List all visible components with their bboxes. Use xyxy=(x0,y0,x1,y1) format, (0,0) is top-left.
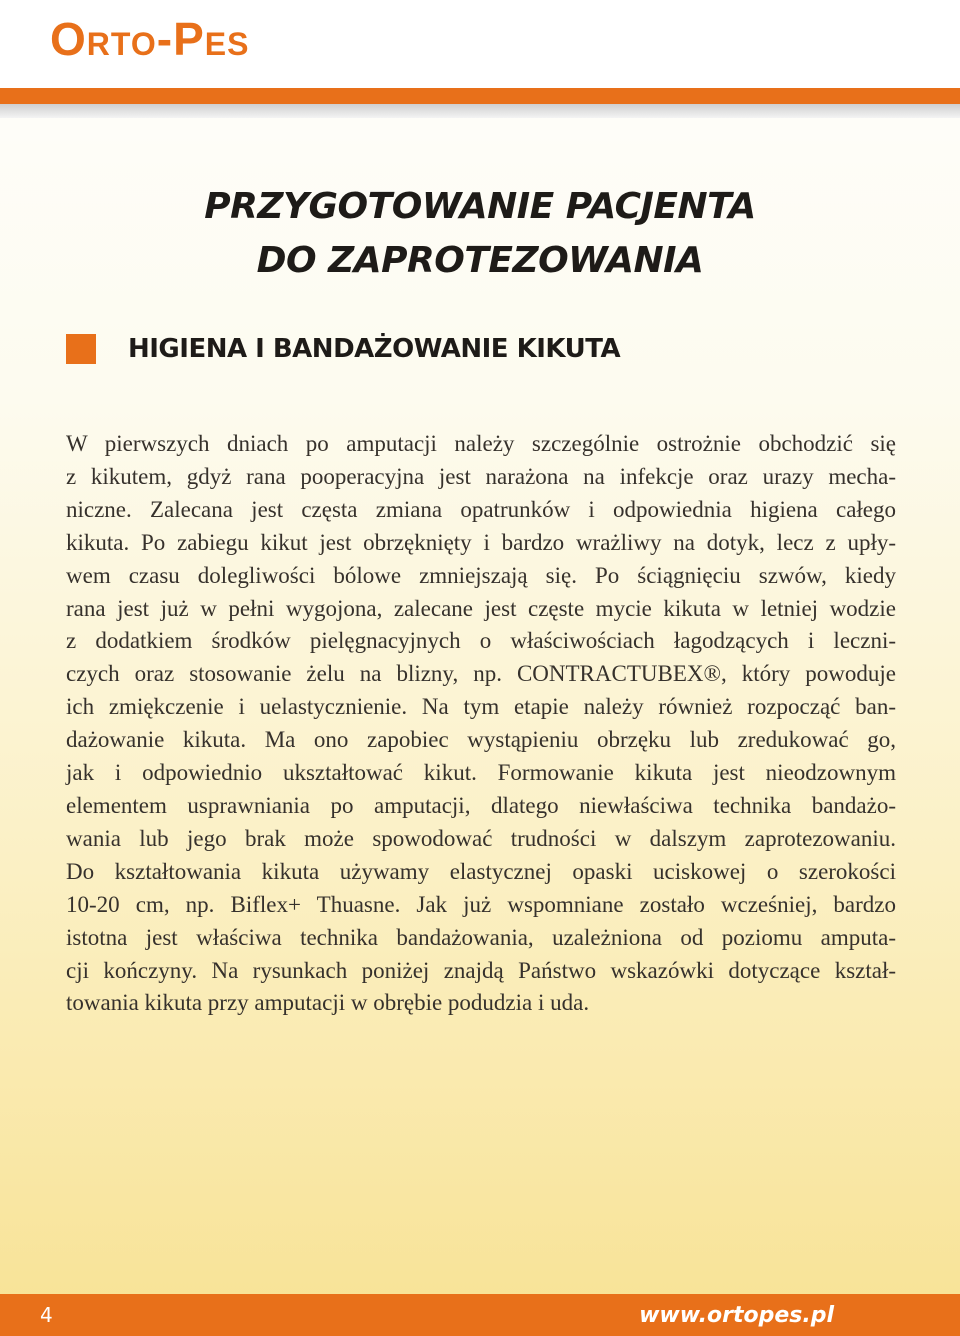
body-line: czych oraz stosowanie żelu na blizny, np. CONTRACTUBEX®, który powoduje xyxy=(66,661,896,687)
body-line: istotna jest właściwa technika bandażowania, uzależniona od poziomu amputa- xyxy=(66,924,896,950)
section-bullet-square xyxy=(66,334,96,364)
body-line: jak i odpowiednio ukształtować kikut. Formowanie kikuta jest nieodzownym xyxy=(66,760,896,786)
body-line: rana jest już w pełni wygojona, zalecane jest częste mycie kikuta w letniej wodzie xyxy=(66,595,896,621)
body-paragraph xyxy=(66,428,896,1020)
header-shadow-band xyxy=(0,104,960,118)
brand-logo: Orto-Pes xyxy=(50,13,250,65)
body-line: 10-20 cm, np. Biflex+ Thuasne. Jak już wspomniane zostało wcześniej, bardzo xyxy=(66,891,896,917)
body-line: wem czasu dolegliwości bólowe zmniejszają się. Po ściągnięciu szwów, kiedy xyxy=(66,562,896,588)
body-line: kikuta. Po zabiegu kikut jest obrzęknięty i bardzo wrażliwy na dotyk, lecz z upły- xyxy=(66,529,896,555)
page-title-line-2: DO ZAPROTEZOWANIA xyxy=(256,240,704,281)
section-header xyxy=(66,334,620,364)
header-orange-bar xyxy=(0,88,960,104)
page-header xyxy=(0,0,960,118)
page-number: 4 xyxy=(40,1303,53,1327)
body-line: W pierwszych dniach po amputacji należy szczególnie ostrożnie obchodzić się xyxy=(66,431,896,456)
body-line: ich zmiękczenie i uelastycznienie. Na tym etapie należy również rozpocząć ban- xyxy=(66,694,896,720)
body-line: niczne. Zalecana jest częsta zmiana opatrunków i odpowiednia higiena całego xyxy=(66,496,896,522)
body-line: towania kikuta przy amputacji w obrębie podudzia i uda. xyxy=(66,990,590,1016)
section-heading: HIGIENA I BANDAŻOWANIE KIKUTA xyxy=(128,334,621,364)
website-link[interactable]: www.ortopes.pl xyxy=(639,1303,834,1328)
body-line: dażowanie kikuta. Ma ono zapobiec wystąpieniu obrzęku lub zredukować go, xyxy=(66,727,896,753)
body-line: Do kształtowania kikuta używamy elastycznej opaski uciskowej o szerokości xyxy=(66,858,896,884)
body-line: z dodatkiem środków pielęgnacyjnych o właściwościach łagodzących i leczni- xyxy=(66,628,896,654)
body-line: wania lub jego brak może spowodować trudności w dalszym zaprotezowaniu. xyxy=(66,825,896,851)
page-title xyxy=(0,180,960,288)
body-line: cji kończyny. Na rysunkach poniżej znajdą Państwo wskazówki dotyczące kształ- xyxy=(66,957,896,983)
body-line: z kikutem, gdyż rana pooperacyjna jest narażona na infekcje oraz urazy mecha- xyxy=(66,463,896,489)
body-line: elementem usprawniania po amputacji, dlatego niewłaściwa technika bandażo- xyxy=(66,792,896,818)
page-title-line-1: PRZYGOTOWANIE PACJENTA xyxy=(204,186,756,227)
